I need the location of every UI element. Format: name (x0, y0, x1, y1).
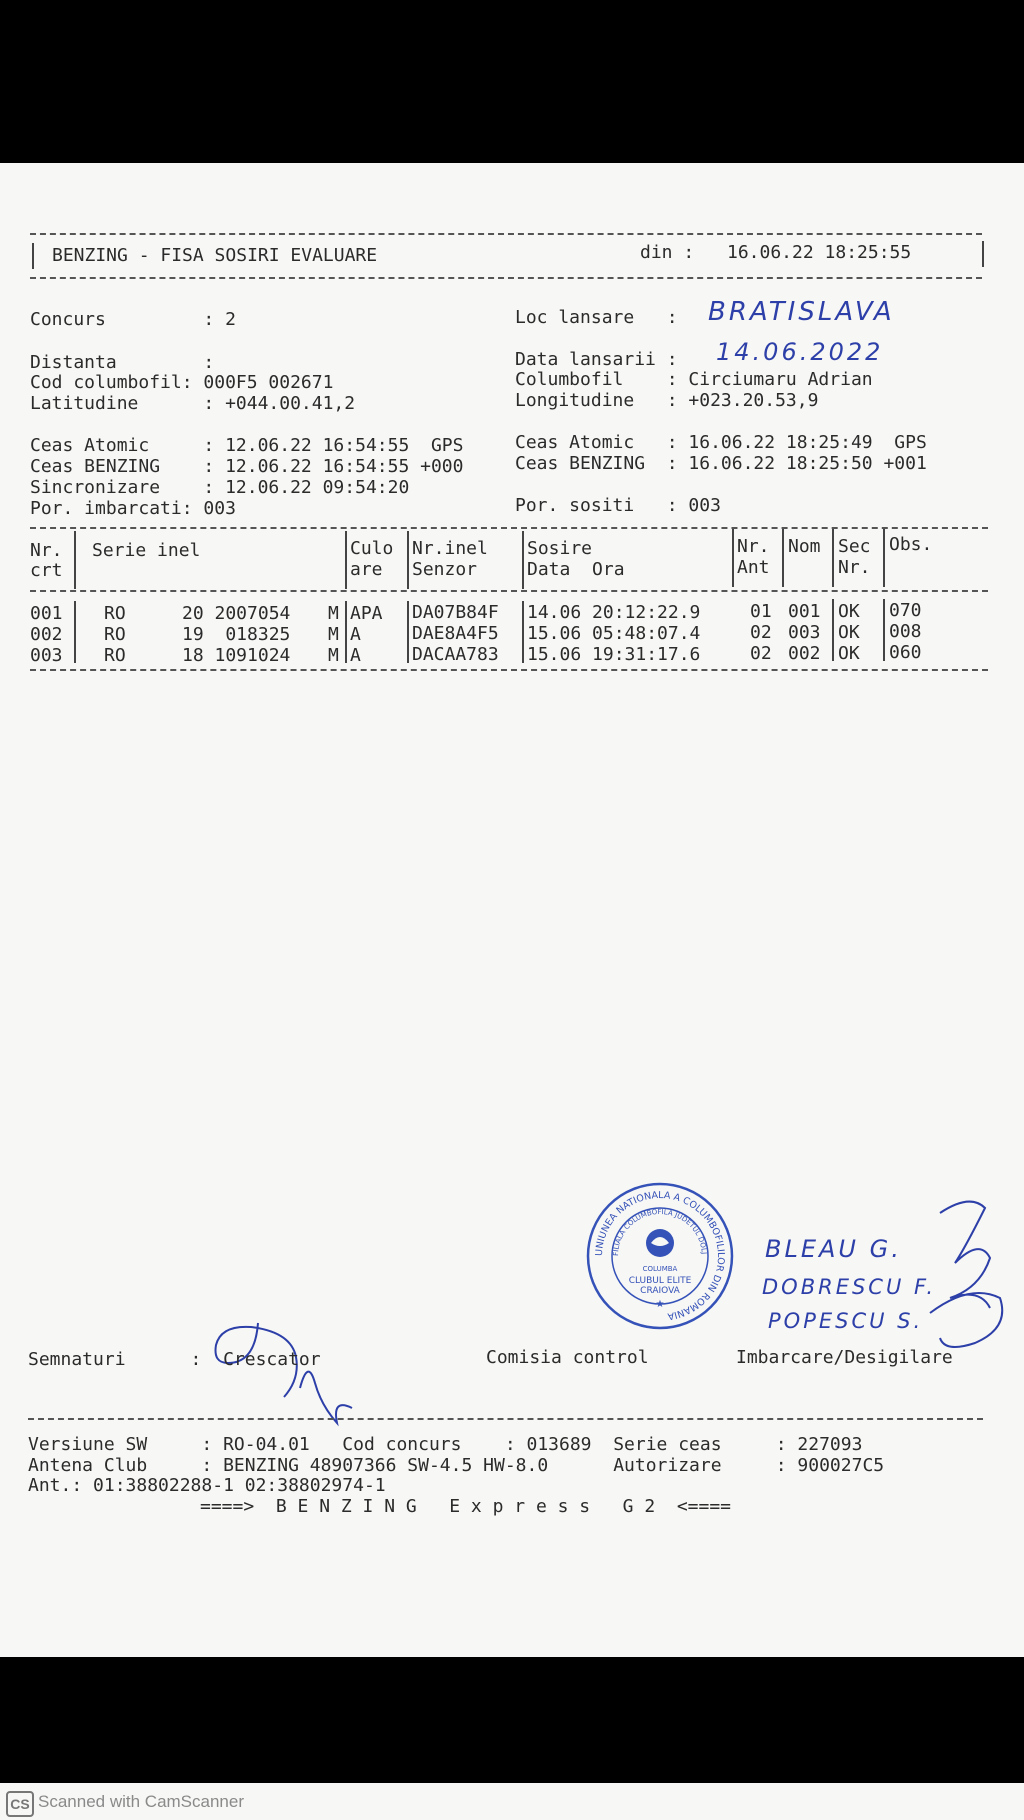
col-sep-8 (883, 529, 885, 587)
row-sep-6 (883, 599, 885, 661)
ant-line: Ant.: 01:38802288-1 02:38802974-1 (28, 1475, 386, 1496)
row-nom: 001 (788, 601, 821, 622)
row-culoare: APA (350, 603, 383, 624)
loc-lansare-label: Loc lansare : (515, 307, 678, 328)
concurs-line: Concurs : 2 (30, 309, 236, 330)
row-nr: 003 (30, 645, 63, 666)
row-sex: M (328, 603, 339, 624)
handwritten-name-2: DOBRESCU F. (762, 1275, 937, 1299)
table-top-rule (30, 527, 988, 529)
row-sep-4 (522, 601, 524, 663)
row-sec: OK (838, 622, 860, 643)
distanta-line: Distanta : (30, 352, 215, 373)
row-nom: 002 (788, 643, 821, 664)
col-sep-3 (407, 531, 409, 589)
sincronizare-line: Sincronizare : 12.06.22 09:54:20 (30, 477, 410, 498)
col-sep-6 (782, 529, 784, 587)
col-head-culo: Culo (350, 538, 394, 559)
row-serie: 19 018325 (182, 624, 291, 645)
row-senzor: DACAA783 (412, 644, 499, 665)
row-culoare: A (350, 645, 361, 666)
row-sex: M (328, 645, 339, 666)
stamp-club-1: CLUBUL ELITE (628, 1276, 692, 1286)
scanner-watermark (0, 1783, 1024, 1820)
por-sositi-line: Por. sositi : 003 (515, 495, 721, 516)
row-tara: RO (104, 645, 126, 666)
row-sosire: 15.06 19:31:17.6 (527, 644, 701, 665)
ceas-atomic-end: Ceas Atomic : 16.06.22 18:25:49 GPS (515, 432, 927, 453)
footer-rule (28, 1418, 983, 1420)
row-sex: M (328, 624, 339, 645)
stamp-inner-text: FILIALA COLUMBOFILA JUDETUL DOLJ (611, 1207, 708, 1257)
col-sep-7 (832, 529, 834, 587)
latitudine-line: Latitudine : +044.00.41,2 (30, 393, 356, 414)
club-stamp (585, 1181, 735, 1331)
col-sep-1 (74, 531, 76, 589)
row-obs: 070 (889, 600, 922, 621)
col-head-nr-ant: Nr. (737, 536, 770, 557)
row-sep-3 (407, 601, 409, 663)
row-ant: 02 (750, 643, 772, 664)
col-head-nrinel: Nr.inel (412, 538, 488, 559)
row-obs: 008 (889, 621, 922, 642)
stamp-columba: COLUMBA (642, 1265, 678, 1273)
ceas-benzing-end: Ceas BENZING : 16.06.22 18:25:50 +001 (515, 453, 927, 474)
row-culoare: A (350, 624, 361, 645)
data-lansarii-handwritten: 14.06.2022 (716, 338, 884, 366)
table-bottom-rule (30, 669, 988, 671)
row-sec: OK (838, 601, 860, 622)
header-bottom-rule (30, 277, 982, 279)
star-icon: ★ (655, 1299, 665, 1310)
loc-lansare-handwritten: BRATISLAVA (708, 297, 895, 327)
row-sep-2 (345, 601, 347, 663)
row-senzor: DAE8A4F5 (412, 623, 499, 644)
col-sep-2 (345, 531, 347, 589)
col-head-nr: Nr. (30, 540, 63, 561)
col-head-obs: Obs. (889, 534, 933, 555)
header-date-label: din : (640, 242, 695, 263)
camscanner-logo-icon: CS (6, 1791, 34, 1817)
row-nom: 003 (788, 622, 821, 643)
row-tara: RO (104, 624, 126, 645)
imbarcare-desigilare: Imbarcare/Desigilare (736, 1347, 953, 1368)
stamp-club-2: CRAIOVA (640, 1286, 680, 1296)
header-left-border (32, 243, 34, 269)
col-head-crt: crt (30, 560, 63, 581)
ceas-atomic-start: Ceas Atomic : 12.06.22 16:54:55 GPS (30, 435, 464, 456)
row-senzor: DA07B84F (412, 602, 499, 623)
col-head-senzor: Senzor (412, 559, 478, 580)
benzing-express-line: ====> B E N Z I N G E x p r e s s G 2 <==== (200, 1496, 732, 1517)
header-right-border (982, 241, 984, 267)
comisia-control: Comisia control (486, 1347, 649, 1368)
semnaturi-crescator: Semnaturi : Crescator (28, 1349, 321, 1370)
stamp-ring-text: UNIUNEA NATIONALA A COLUMBOFILILOR DIN ROMANIA (593, 1189, 727, 1322)
col-head-ant: Ant (737, 557, 770, 578)
row-ant: 02 (750, 622, 772, 643)
row-nr: 001 (30, 603, 63, 624)
col-head-sec-nr: Nr. (838, 557, 871, 578)
row-sosire: 15.06 05:48:07.4 (527, 623, 701, 644)
row-nr: 002 (30, 624, 63, 645)
row-sep-5 (832, 599, 834, 661)
handwritten-name-1: BLEAU G. (765, 1235, 902, 1263)
por-imbarcati-line: Por. imbarcati: 003 (30, 498, 236, 519)
row-obs: 060 (889, 642, 922, 663)
col-head-serie: Serie inel (92, 540, 201, 561)
row-tara: RO (104, 603, 126, 624)
camscanner-text: Scanned with CamScanner (38, 1792, 245, 1811)
col-head-nom: Nom (788, 536, 821, 557)
ceas-benzing-start: Ceas BENZING : 12.06.22 16:54:55 +000 (30, 456, 464, 477)
col-sep-4 (522, 531, 524, 589)
cod-columbofil-line: Cod columbofil: 000F5 002671 (30, 372, 334, 393)
col-head-data-ora: Data Ora (527, 559, 625, 580)
col-sep-5 (732, 529, 734, 587)
data-lansarii-label: Data lansarii : (515, 349, 678, 370)
row-serie: 18 1091024 (182, 645, 291, 666)
document-page (0, 163, 1024, 1812)
handwritten-name-3: POPESCU S. (768, 1309, 924, 1333)
columbofil-line: Columbofil : Circiumaru Adrian (515, 369, 873, 390)
table-header-rule (30, 590, 988, 592)
header-top-rule (30, 233, 982, 235)
col-head-sosire: Sosire (527, 538, 593, 559)
row-serie: 20 2007054 (182, 603, 291, 624)
row-sep-1 (74, 601, 76, 663)
row-ant: 01 (750, 601, 772, 622)
versiune-line: Versiune SW : RO-04.01 Cod concurs : 013689 Serie ceas : 227093 (28, 1434, 863, 1455)
header-date-value: 16.06.22 18:25:55 (727, 242, 912, 263)
longitudine-line: Longitudine : +023.20.53,9 (515, 390, 819, 411)
row-sec: OK (838, 643, 860, 664)
col-head-sec: Sec (838, 536, 871, 557)
antena-line: Antena Club : BENZING 48907366 SW-4.5 HW-8.0 Autorizare : 900027C5 (28, 1455, 885, 1476)
col-head-are: are (350, 559, 383, 580)
row-sosire: 14.06 20:12:22.9 (527, 602, 701, 623)
header-title: BENZING - FISA SOSIRI EVALUARE (52, 245, 378, 266)
